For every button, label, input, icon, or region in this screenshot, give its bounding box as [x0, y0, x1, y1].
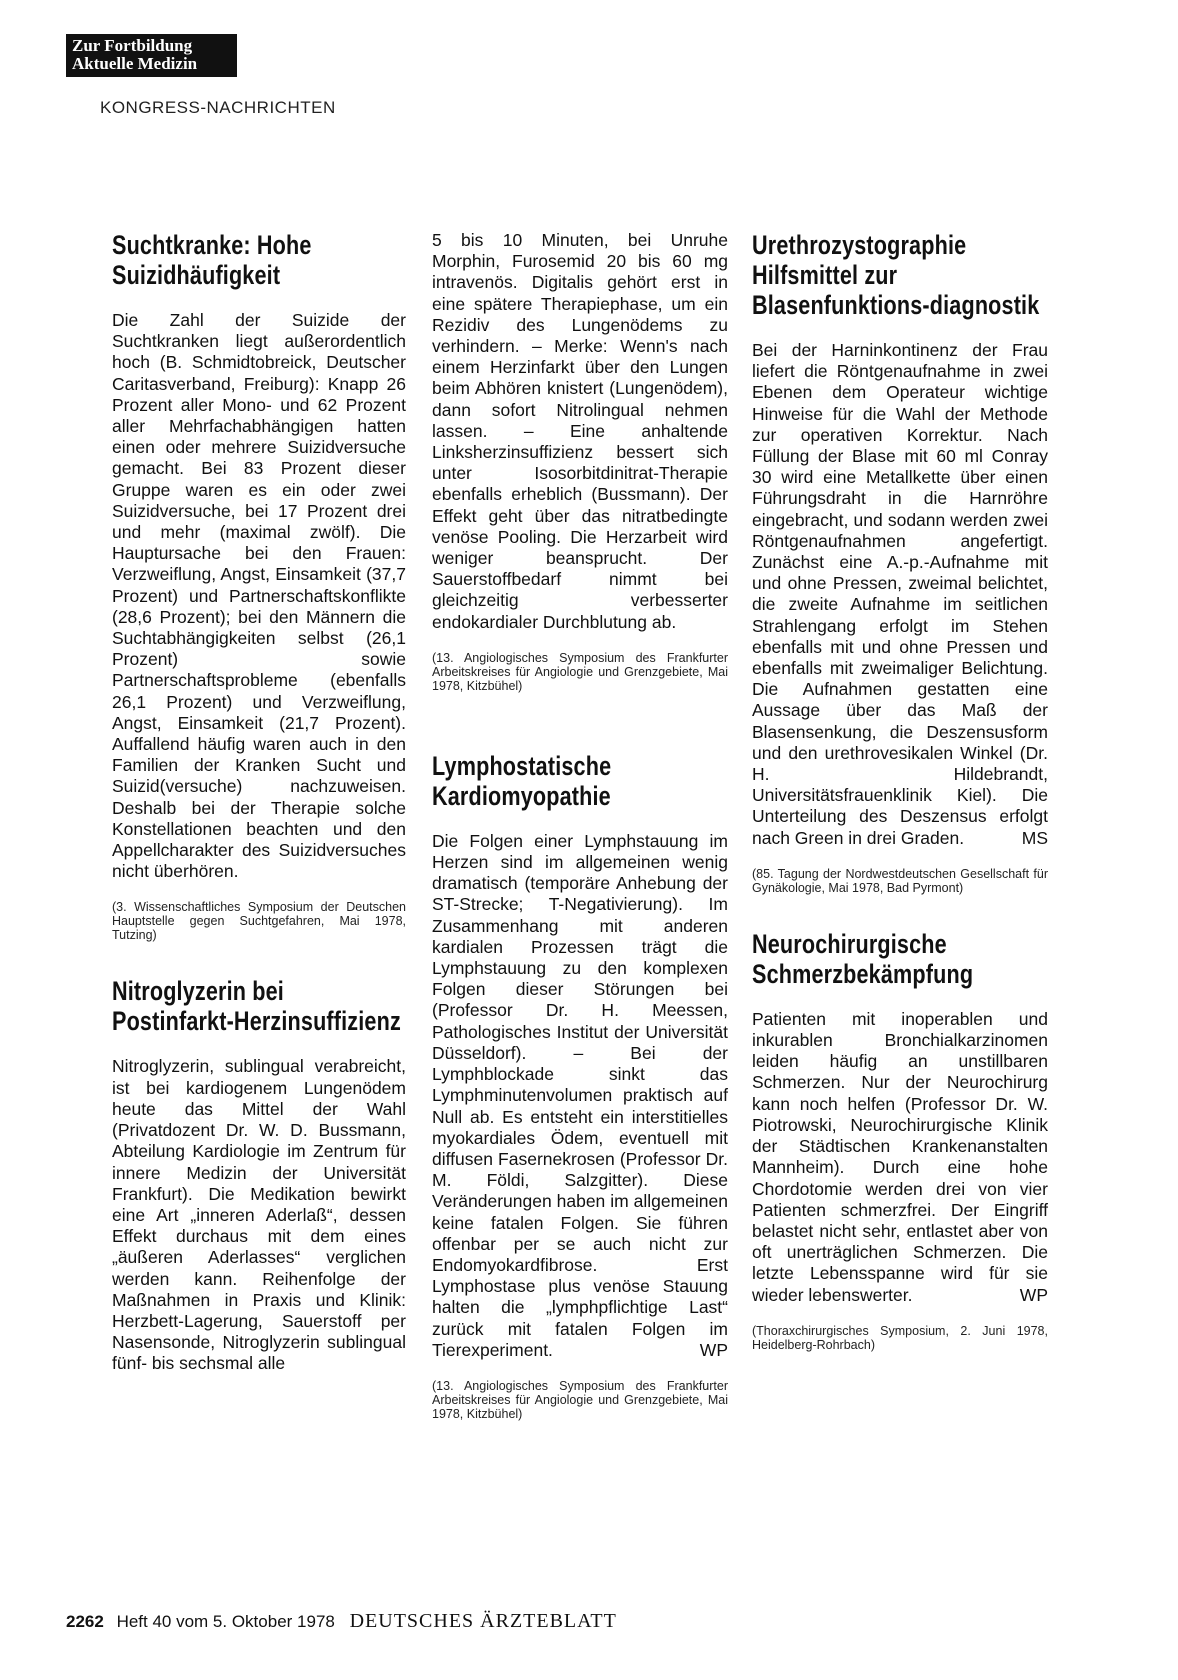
- issue-info: Heft 40 vom 5. Oktober 1978: [116, 1612, 335, 1631]
- article-nitroglyzerin-continued: [432, 230, 728, 693]
- section-title: KONGRESS-NACHRICHTEN: [100, 98, 336, 117]
- author-initials: WP: [699, 1339, 728, 1360]
- article-title: Suchtkranke: Hohe Suizidhäufigkeit: [112, 230, 312, 290]
- article-body-continued: 5 bis 10 Minuten, bei Unruhe Morphin, Furosemid 20 bis 60 mg intravenös. Digitalis gehört erst in eine spätere Therapiephase, um ein Rezidiv des Lungenödems zu verhindern. – Merke: Wenn's nach einem Herzinfarkt über den Lungen beim Abhören knistert (Lungenödem), dann sofort Nitrolingual nehmen lassen. – Eine anhaltende Linksherzinsuffizienz bessert sich unter Isosorbitdinitrat-Therapie ebenfalls erheblich (Bussmann). Der Effekt geht über das nitratbedingte venöse Pooling. Die Herzarbeit wird weniger beansprucht. Der Sauerstoffbedarf nimmt bei gleichzeitig verbesserter endokardialer Durchblutung ab.: [432, 230, 728, 632]
- article-source: (Thoraxchirurgisches Symposium, 2. Juni 1978, Heidelberg-Rohrbach): [752, 1323, 1048, 1352]
- article-body-text: Bei der Harninkontinenz der Frau liefert die Röntgenaufnahme in zwei Ebenen dem Operateur wichtige Hinweise für die Wahl der Methode zur operativen Korrektur. Nach Füllung der Blase mit 60 ml Conray 30 wird eine Metallkette über einen Führungsdraht in die Harnröhre eingebracht, und sodann werden zwei Röntgenaufnahmen angefertigt. Zunächst eine A.-p.-Aufnahme mit und ohne Pressen, zweimal belichtet, die zweite Aufnahme im seitlichen Strahlengang erfolgt im Stehen ebenfalls mit und ohne Pressen und ebenfalls mit zweimaliger Belichtung. Die Aufnahmen gestatten eine Aussage über das Maß der Blasensenkung, die Deszensusform und den urethrovesikalen Winkel (Dr. H. Hildebrandt, Universitätsfrauenklinik Kiel). Die Unterteilung des Deszensus erfolgt nach Green in drei Graden.: [752, 340, 1048, 848]
- article-source: (13. Angiologisches Symposium des Frankfurter Arbeitskreises für Angiologie und Grenzgebiete, Mai 1978, Kitzbühel): [432, 650, 728, 693]
- article-body-text: Patienten mit inoperablen und inkurablen Bronchialkarzinomen leiden häufig an unstillbaren Schmerzen. Nur der Neurochirurg kann noch helfen (Professor Dr. W. Piotrowski, Neurochirurgische Klinik der Städtischen Krankenanstalten Mannheim). Durch eine hohe Chordotomie werden drei von vier Patienten schmerzfrei. Der Eingriff belastet nicht sehr, entlastet aber von oft unerträglichen Schmerzen. Die letzte Lebensspanne wird für sie wieder lebenswerter.: [752, 1008, 1048, 1305]
- article-suchtkranke: [112, 230, 406, 942]
- article-source: (85. Tagung der Nordwestdeutschen Gesellschaft für Gynäkologie, Mai 1978, Bad Pyrmont): [752, 866, 1048, 895]
- author-initials: MS: [1021, 827, 1048, 848]
- column-2: [432, 230, 728, 1455]
- article-body: [752, 340, 1048, 849]
- section-label-line-2: Aktuelle Medizin: [72, 54, 198, 73]
- article-body-text: Die Folgen einer Lymphstauung im Herzen sind im allgemeinen wenig dramatisch (temporäre Anhebung der ST-Strecke; T-Negativierung). Im Zusammenhang mit anderen kardialen Prozessen trägt die Lymphstauung zu den komplexen Folgen dieser Störungen bei (Professor Dr. H. Meessen, Pathologisches Institut der Universität Düsseldorf). – Bei der Lymphblockade sinkt das Lymphminutenvolumen praktisch auf Null ab. Es entsteht ein interstitielles myokardiales Ödem, eventuell mit diffusen Fasernekrosen (Professor Dr. M. Földi, Salzgitter). Diese Veränderungen haben im allgemeinen keine fatalen Folgen. Sie führen offenbar per se auch nicht zur Endomyokardfibrose. Erst Lymphostase plus venöse Stauung halten die „lymphpflichtige Last“ zurück mit fatalen Folgen im Tierexperiment.: [432, 830, 728, 1360]
- article-nitroglyzerin: [112, 976, 406, 1374]
- article-lymphostatische: [432, 751, 728, 1421]
- article-title: Lymphostatische Kardiomyopathie: [432, 750, 612, 811]
- article-body: [752, 1009, 1048, 1306]
- article-urethrozystographie: [752, 230, 1048, 895]
- article-body: [432, 831, 728, 1361]
- article-source: (13. Angiologisches Symposium des Frankfurter Arbeitskreises für Angiologie und Grenzgebiete, Mai 1978, Kitzbühel): [432, 1378, 728, 1421]
- page-number: 2262: [66, 1612, 104, 1631]
- article-source: (3. Wissenschaftliches Symposium der Deutschen Hauptstelle gegen Suchtgefahren, Mai 1978, Tutzing): [112, 900, 406, 943]
- author-initials: WP: [1019, 1284, 1048, 1305]
- column-3: [752, 230, 1048, 1386]
- column-1: [112, 230, 406, 1409]
- article-title: Neurochirurgische Schmerzbekämpfung: [752, 928, 974, 989]
- section-label-line-1: Zur Fortbildung: [72, 36, 193, 55]
- article-title: Urethrozystographie Hilfsmittel zur Blasenfunktions-diagnostik: [752, 230, 1040, 320]
- page-footer: [66, 1610, 617, 1633]
- article-body: Nitroglyzerin, sublingual verabreicht, ist bei kardiogenem Lungenödem heute das Mittel der Wahl (Privatdozent Dr. W. D. Bussmann, Abteilung Kardiologie im Zentrum für innere Medizin der Universität Frankfurt). Die Medikation bewirkt eine Art „inneren Aderlaß“, dessen Effekt durchaus mit dem eines „äußeren Aderlasses“ verglichen werden kann. Reihenfolge der Maßnahmen in Praxis und Klinik: Herzbett-Lagerung, Sauerstoff per Nasensonde, Nitroglyzerin sublingual fünf- bis sechsmal alle: [112, 1056, 406, 1374]
- section-label: [66, 34, 237, 77]
- article-neurochirurgische: [752, 929, 1048, 1352]
- article-body: Die Zahl der Suizide der Suchtkranken liegt außerordentlich hoch (B. Schmidtobreick, Deutscher Caritasverband, Freiburg): Knapp 26 Prozent aller Mono- und 62 Prozent aller Mehrfachabhängigen hatten einen oder mehrere Suizidversuche gemacht. Bei 83 Prozent dieser Gruppe waren es ein oder zwei Suizidversuche, bei 17 Prozent drei und mehr (maximal zwölf). Die Hauptursache bei den Frauen: Verzweiflung, Angst, Einsamkeit (37,7 Prozent) und Partnerschaftskonflikte (28,6 Prozent); bei den Männern die Suchtabhängigkeiten selbst (26,1 Prozent) sowie Partnerschaftsprobleme (ebenfalls 26,1 Prozent) und Verzweiflung, Angst, Einsamkeit (21,7 Prozent). Auffallend häufig waren auch in den Familien der Kranken Sucht und Suizid(versuche) nachzuweisen. Deshalb bei der Therapie solche Konstellationen beachten und den Appellcharakter des Suizidversuches nicht überhören.: [112, 310, 406, 882]
- journal-name: DEUTSCHES ÄRZTEBLATT: [349, 1610, 617, 1632]
- article-title: Nitroglyzerin bei Postinfarkt-Herzinsuffizienz: [112, 976, 401, 1037]
